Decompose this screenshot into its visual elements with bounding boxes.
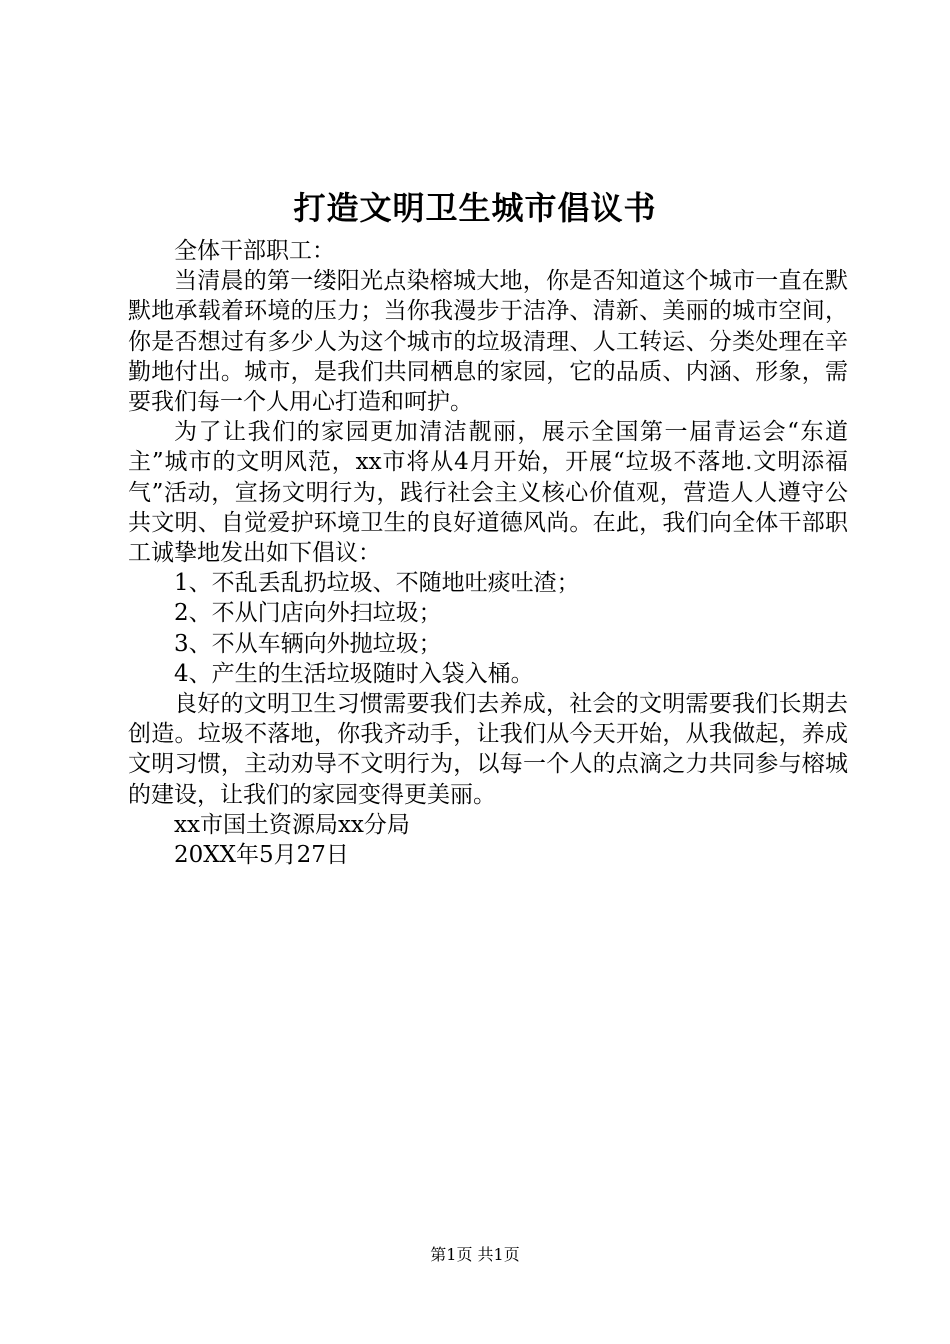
paragraph-2: 为了让我们的家园更加清洁靓丽，展示全国第一届青运会“东道主”城市的文明风范，xx市将从4月开始，开展“垃圾不落地.文明添福气”活动，宣扬文明行为，践行社会主义核心价值观，营造人人遵守公共文明、自觉爱护环境卫生的良好道德风尚。在此，我们向全体干部职工诚挚地发出如下倡议： bbox=[128, 419, 848, 567]
page-number: 第1页 共1页 bbox=[430, 1245, 520, 1264]
salutation: 全体干部职工： bbox=[174, 238, 335, 264]
document-body bbox=[128, 236, 848, 870]
paragraph-1: 当清晨的第一缕阳光点染榕城大地，你是否知道这个城市一直在默默地承载着环境的压力；当你我漫步于洁净、清新、美丽的城市空间，你是否想过有多少人为这个城市的垃圾清理、人工转运、分类处理在辛勤地付出。城市，是我们共同栖息的家园，它的品质、内涵、形象，需要我们每一个人用心打造和呵护。 bbox=[128, 268, 848, 416]
signature: xx市国土资源局xx分局 bbox=[174, 811, 410, 838]
list-item: 4、产生的生活垃圾随时入袋入桶。 bbox=[174, 660, 534, 687]
date: 20XX年5月27日 bbox=[174, 842, 349, 869]
list-item: 3、不从车辆向外抛垃圾； bbox=[174, 630, 442, 657]
list-item: 1、不乱丢乱扔垃圾、不随地吐痰吐渣； bbox=[174, 570, 580, 597]
list-item: 2、不从门店向外扫垃圾； bbox=[174, 600, 442, 627]
document-title: 打造文明卫生城市倡议书 bbox=[293, 189, 657, 227]
closing-paragraph: 良好的文明卫生习惯需要我们去养成，社会的文明需要我们长期去创造。垃圾不落地，你我齐动手，让我们从今天开始，从我做起，养成文明习惯，主动劝导不文明行为，以每一个人的点滴之力共同参与榕城的建设，让我们的家园变得更美丽。 bbox=[128, 691, 848, 808]
